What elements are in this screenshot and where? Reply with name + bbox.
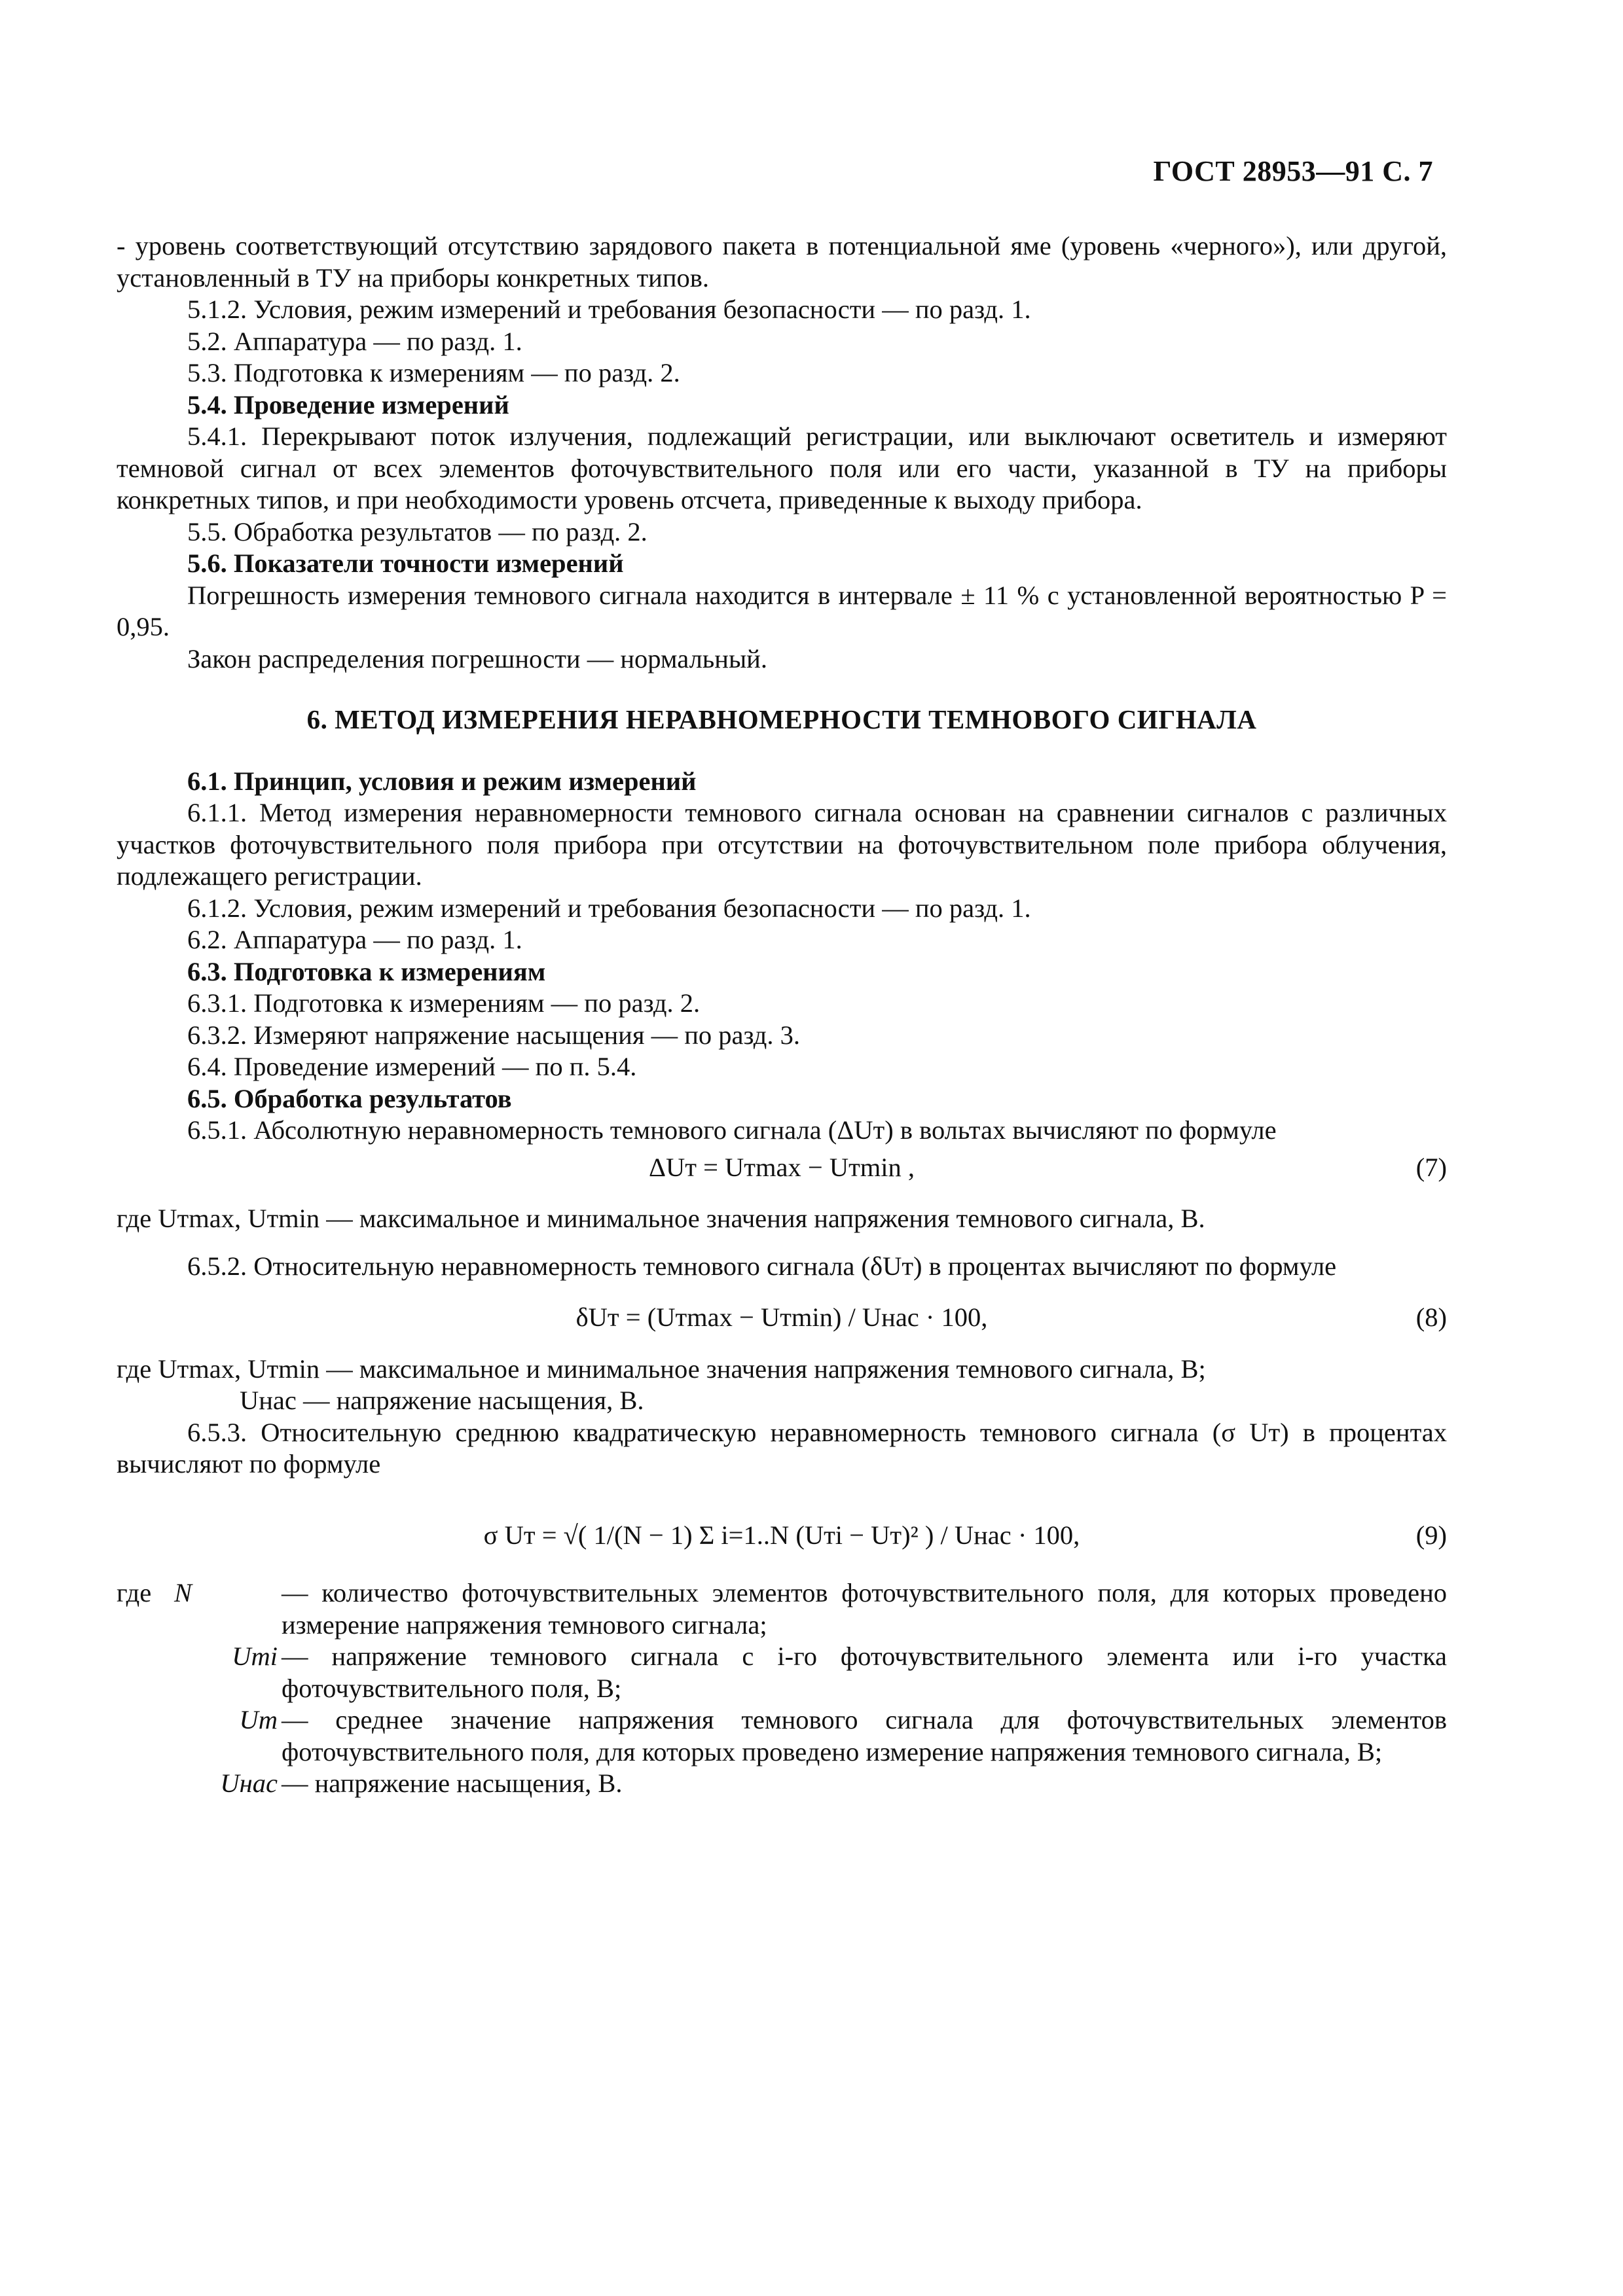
paragraph-accuracy: Погрешность измерения темнового сигнала находится в интервале ± 11 % с установленной вероятностью P = 0,95. xyxy=(117,580,1447,641)
paragraph-5-5: 5.5. Обработка результатов — по разд. 2. xyxy=(187,516,647,547)
paragraph-6-2: 6.2. Аппаратура — по разд. 1. xyxy=(187,925,522,954)
paragraph-5-4-1: 5.4.1. Перекрывают поток излучения, подлежащий регистрации, или выключают осветитель и измеряют темновой сигнал от всех элементов фоточувствительного поля или его части, указанной в ТУ на приборы конкретных типов, и при необходимости уровень отсчета, приведенные к выходу прибора. xyxy=(117,422,1447,514)
paragraph-6-5-1: 6.5.1. Абсолютную неравномерность темнового сигнала (ΔUт) в вольтах вычисляют по формуле xyxy=(187,1115,1277,1145)
formula-7-text: ΔUт = Uтmax − Uтmin , xyxy=(648,1152,915,1182)
paragraph-6-5-3: 6.5.3. Относительную среднюю квадратическую неравномерность темнового сигнала (σ Uт) в процентах вычисляют по формуле xyxy=(117,1417,1447,1479)
paragraph-saturation-voltage: Uнас — напряжение насыщения, В. xyxy=(240,1386,644,1415)
paragraph-6-4: 6.4. Проведение измерений — по п. 5.4. xyxy=(187,1052,637,1081)
paragraph-5-3: 5.3. Подготовка к измерениям — по разд. 2. xyxy=(187,358,680,387)
paragraph-where-8: где Uтmax, Uтmin — максимальное и минимальное значения напряжения темнового сигнала, В; xyxy=(117,1354,1206,1384)
formula-8-text: δUт = (Uтmax − Uтmin) / Uнас · 100, xyxy=(575,1302,988,1332)
formula-8-number: (8) xyxy=(1415,1302,1447,1332)
formula-8 xyxy=(117,1302,1447,1334)
paragraph-6-1-1: 6.1.1. Метод измерения неравномерности темнового сигнала основан на сравнении сигналов с различных участков фоточувствительного поля прибора при отсутствии на фоточувствительном поле прибора облучения, подлежащего регистрации. xyxy=(117,798,1447,891)
definition-row xyxy=(117,1704,1447,1768)
heading-5-4: 5.4. Проведение измерений xyxy=(187,389,509,420)
paragraph-6-3-2: 6.3.2. Измеряют напряжение насыщения — по разд. 3. xyxy=(187,1020,800,1050)
formula-9-text: σ Uт = √( 1/(N − 1) Σ i=1..N (Uтi − Uт)² ) / Uнас · 100, xyxy=(483,1520,1080,1550)
definition-row xyxy=(117,1641,1447,1704)
definitions-list xyxy=(117,1577,1447,1800)
paragraph-6-1-2: 6.1.2. Условия, режим измерений и требования безопасности — по разд. 1. xyxy=(187,893,1031,923)
definition-desc: — количество фоточувствительных элементов фоточувствительного поля, для которых проведено измерение напряжения темнового сигнала; xyxy=(282,1578,1447,1640)
heading-5-6: 5.6. Показатели точности измерений xyxy=(187,548,624,578)
definition-desc: — среднее значение напряжения темнового сигнала для фоточувствительных элементов фоточувствительного поля, для которых проведено измерение напряжения темнового сигнала, В; xyxy=(282,1705,1447,1767)
section-6-title: 6. МЕТОД ИЗМЕРЕНИЯ НЕРАВНОМЕРНОСТИ ТЕМНОВОГО СИГНАЛА xyxy=(306,704,1257,734)
document-body xyxy=(117,230,1447,1800)
paragraph-black-level: - уровень соответствующий отсутствию зарядового пакета в потенциальной яме (уровень «черного»), или другой, установленный в ТУ на приборы конкретных типов. xyxy=(117,231,1447,293)
paragraph-6-3-1: 6.3.1. Подготовка к измерениям — по разд. 2. xyxy=(187,988,701,1018)
formula-7 xyxy=(117,1152,1447,1184)
definition-desc: — напряжение насыщения, В. xyxy=(282,1768,623,1798)
definition-desc: — напряжение темнового сигнала с i-го фоточувствительного элемента или i-го участка фоточувствительного поля, В; xyxy=(282,1641,1447,1703)
definition-term: N xyxy=(174,1578,192,1607)
paragraph-distribution-law: Закон распределения погрешности — нормальный. xyxy=(187,643,767,673)
definition-row xyxy=(117,1768,1447,1800)
paragraph-5-1-2: 5.1.2. Условия, режим измерений и требования безопасности — по разд. 1. xyxy=(187,295,1031,324)
paragraph-5-2: 5.2. Аппаратура — по разд. 1. xyxy=(187,326,522,356)
paragraph-where-7: где Uтmax, Uтmin — максимальное и минимальное значения напряжения темнового сигнала, В. xyxy=(117,1204,1205,1233)
heading-6-5: 6.5. Обработка результатов xyxy=(187,1083,512,1113)
formula-9 xyxy=(117,1520,1447,1552)
definition-term: Uтi xyxy=(232,1641,278,1671)
definition-term: Uт xyxy=(239,1705,278,1734)
heading-6-1: 6.1. Принцип, условия и режим измерений xyxy=(187,766,697,796)
heading-6-3: 6.3. Подготовка к измерениям xyxy=(187,956,546,986)
definition-row xyxy=(117,1577,1447,1641)
formula-7-number: (7) xyxy=(1415,1152,1447,1182)
paragraph-6-5-2: 6.5.2. Относительную неравномерность темнового сигнала (δUт) в процентах вычисляют по формуле xyxy=(187,1251,1337,1281)
definition-term: Uнас xyxy=(220,1768,278,1798)
page-header: ГОСТ 28953—91 С. 7 xyxy=(1153,155,1433,187)
formula-9-number: (9) xyxy=(1415,1520,1447,1550)
where-label: где xyxy=(117,1578,152,1607)
